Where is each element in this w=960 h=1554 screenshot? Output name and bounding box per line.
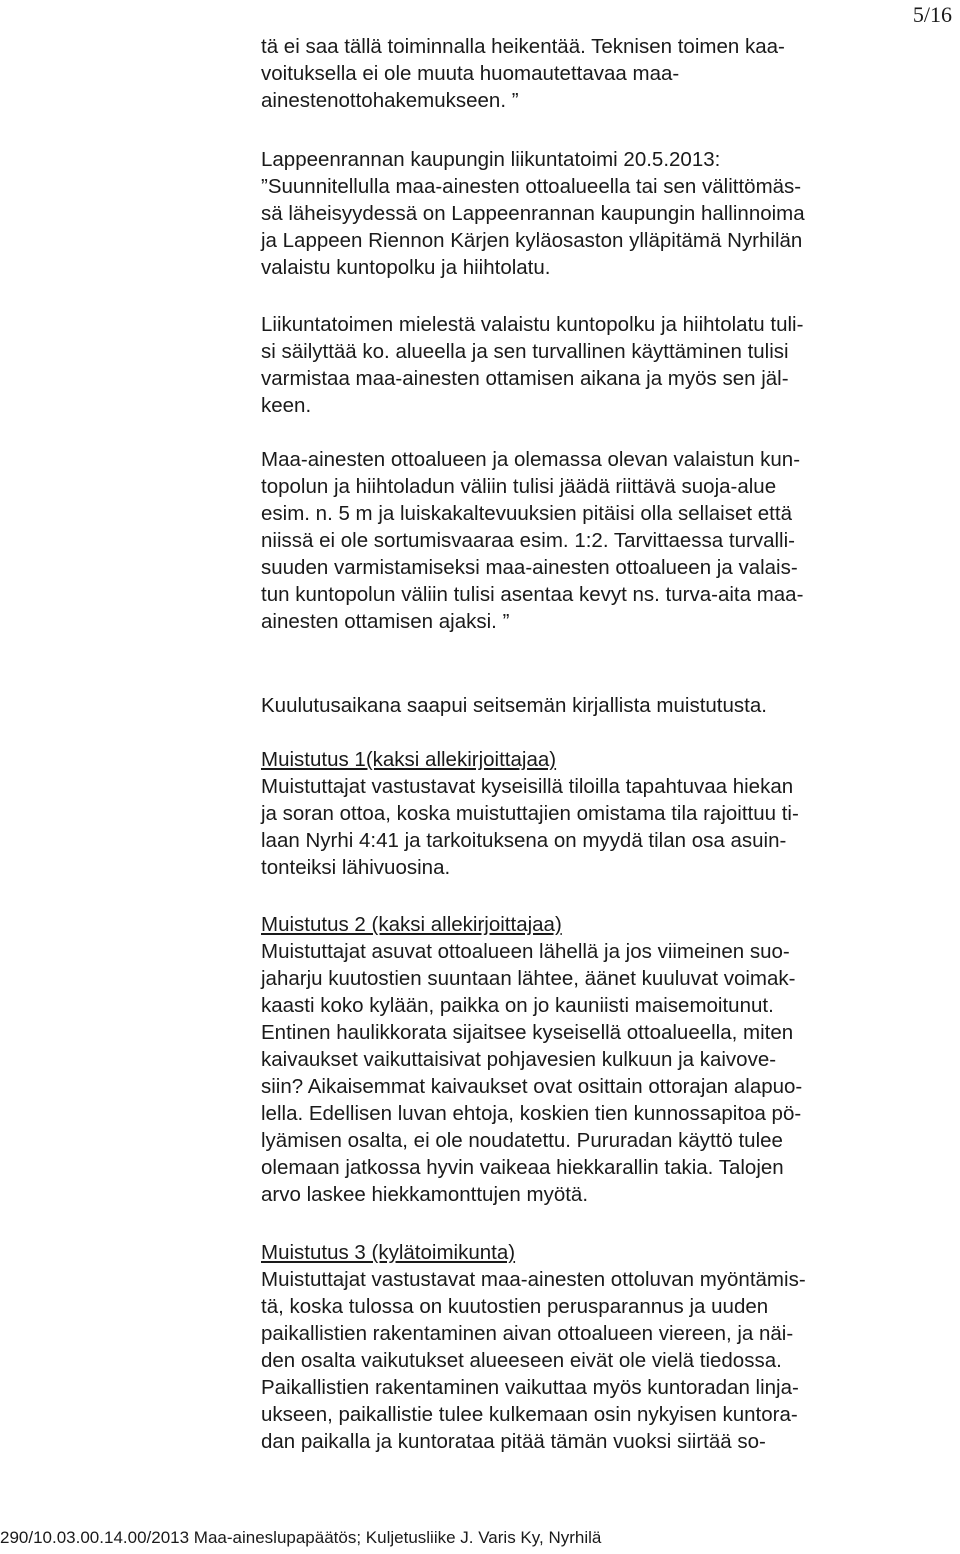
text-line: paikallistien rakentaminen aivan ottoalueen viereen, ja näi- [261, 1322, 794, 1345]
text-line: den osalta vaikutukset alueeseen eivät ole vielä tiedossa. [261, 1349, 782, 1372]
text-line: lella. Edellisen luvan ehtoja, koskien tien kunnossapitoa pö- [261, 1102, 802, 1125]
text-line: siin? Aikaisemmat kaivaukset ovat osittain ottorajan alapuo- [261, 1075, 803, 1098]
text-line: olemaan jatkossa hyvin vaikeaa hiekkarallin takia. Talojen [261, 1156, 784, 1179]
text-line: Liikuntatoimen mielestä valaistu kuntopolku ja hiihtolatu tuli- [261, 313, 804, 336]
text-line: tä ei saa tällä toiminnalla heikentää. Teknisen toimen kaa- [261, 35, 785, 58]
text-line: ja soran ottoa, koska muistuttajien omistama tila rajoittuu ti- [261, 802, 799, 825]
section-heading: Muistutus 1(kaksi allekirjoittajaa) [261, 748, 557, 771]
text-line: Muistuttajat vastustavat kyseisillä tiloilla tapahtuvaa hiekan [261, 775, 794, 798]
text-line: tun kuntopolun väliin tulisi asentaa kevyt ns. turva-aita maa- [261, 583, 804, 606]
text-line: Maa-ainesten ottoalueen ja olemassa olevan valaistun kun- [261, 448, 801, 471]
text-line: Lappeenrannan kaupungin liikuntatoimi 20.5.2013: [261, 148, 721, 171]
text-line: niissä ei ole sortumisvaaraa esim. 1:2. Tarvittaessa turvalli- [261, 529, 795, 552]
text-line: kaasti koko kylään, paikka on jo kauniisti maisemoitunut. [261, 994, 774, 1017]
text-line: dan paikalla ja kuntorataa pitää tämän vuoksi siirtää so- [261, 1430, 766, 1453]
text-line: tä, koska tulossa on kuutostien perusparannus ja uuden [261, 1295, 769, 1318]
text-line: laan Nyrhi 4:41 ja tarkoituksena on myydä tilan osa asuin- [261, 829, 787, 852]
text-line: si säilyttää ko. alueella ja sen turvallinen käyttäminen tulisi [261, 340, 789, 363]
text-line: ukseen, paikallistie tulee kulkemaan osin nykyisen kuntora- [261, 1403, 798, 1426]
text-line: ”Suunnitellulla maa-ainesten ottoalueella tai sen välittömäs- [261, 175, 802, 198]
text-line: kaivaukset vaikuttaisivat pohjavesien kulkuun ja kaivove- [261, 1048, 777, 1071]
paragraph-safety-zone [261, 446, 921, 635]
text-line: ainesten ottamisen ajaksi. ” [261, 610, 510, 633]
section-heading: Muistutus 2 (kaksi allekirjoittajaa) [261, 913, 562, 936]
section-muistutus-1 [261, 746, 921, 881]
text-line: arvo laskee hiekkamonttujen myötä. [261, 1183, 589, 1206]
page-number: 5/16 [912, 2, 952, 27]
section-heading: Muistutus 3 (kylätoimikunta) [261, 1241, 516, 1264]
text-line: ainestenottohakemukseen. ” [261, 89, 519, 112]
text-line: valaistu kuntopolku ja hiihtolatu. [261, 256, 551, 279]
paragraph-intro-continuation [261, 33, 921, 114]
text-line: topolun ja hiihtoladun väliin tulisi jäädä riittävä suoja-alue [261, 475, 777, 498]
page-footer: 290/10.03.00.14.00/2013 Maa-aineslupapäätös; Kuljetusliike J. Varis Ky, Nyrhilä [0, 1528, 602, 1547]
text-line: sä läheisyydessä on Lappeenrannan kaupungin hallinnoima [261, 202, 805, 225]
paragraph-liikuntatoimi-opinion [261, 311, 921, 419]
section-muistutus-2 [261, 911, 921, 1208]
text-line: Muistuttajat asuvat ottoalueen lähellä ja jos viimeinen suo- [261, 940, 790, 963]
section-muistutus-3 [261, 1239, 921, 1455]
text-line: ja Lappeen Riennon Kärjen kyläosaston ylläpitämä Nyrhilän [261, 229, 803, 252]
text-line: voituksella ei ole muuta huomautettavaa maa- [261, 62, 680, 85]
text-line: Paikallistien rakentaminen vaikuttaa myös kuntoradan linja- [261, 1376, 799, 1399]
text-line: Muistuttajat vastustavat maa-ainesten ottoluvan myöntämis- [261, 1268, 806, 1291]
text-line: varmistaa maa-ainesten ottamisen aikana ja myös sen jäl- [261, 367, 789, 390]
text-line: lyämisen osalta, ei ole noudatettu. Pururadan käyttö tulee [261, 1129, 783, 1152]
text-line: esim. n. 5 m ja luiskakaltevuuksien pitäisi olla sellaiset että [261, 502, 792, 525]
text-line: Kuulutusaikana saapui seitsemän kirjallista muistutusta. [261, 694, 767, 717]
text-line: Entinen haulikkorata sijaitsee kyseisellä ottoalueella, miten [261, 1021, 794, 1044]
paragraph-liikuntatoimi-statement [261, 146, 921, 281]
text-line: tonteiksi lähivuosina. [261, 856, 451, 879]
paragraph-announcement [261, 692, 921, 719]
text-line: keen. [261, 394, 312, 417]
text-line: suuden varmistamiseksi maa-ainesten ottoalueen ja valais- [261, 556, 798, 579]
text-line: jaharju kuutostien suuntaan lähtee, äänet kuuluvat voimak- [261, 967, 796, 990]
